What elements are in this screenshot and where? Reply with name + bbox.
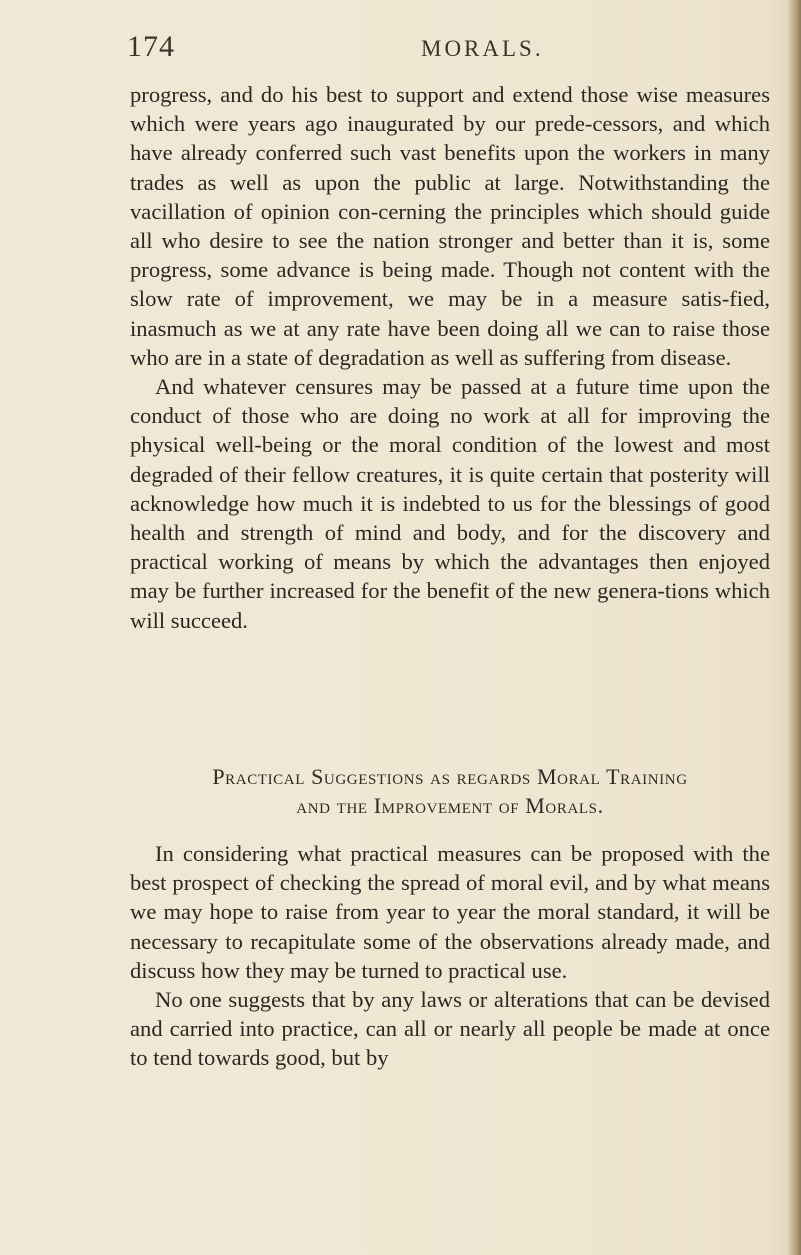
- paragraph-continued: progress, and do his best to support and extend those wise measures which were years ago inaugurated by our prede-cessors, and which have already conferred such vast benefits upon the workers in many trades as well as upon the public at large. Notwithstanding the vacillation of opinion con-cerning the principles which should guide all who desire to see the nation stronger and better than it is, some progress, some advance is being made. Though not content with the slow rate of improvement, we may be in a measure satis-fied, inasmuch as we at any rate have been doing all we can to raise those who are in a state of degradation as well as suffering from disease.: [130, 82, 770, 370]
- page-header: [127, 30, 747, 70]
- body-text-section-1: [130, 80, 770, 635]
- body-text-section-2: [130, 839, 770, 1073]
- section-heading: [130, 762, 770, 820]
- page-edge-shadow: [787, 0, 801, 1255]
- section-heading-line-2: and the Improvement of Morals.: [296, 793, 604, 818]
- page-number: 174: [127, 30, 175, 63]
- paragraph: In considering what practical measures can be proposed with the best prospect of checking the spread of moral evil, and by what means we may hope to raise from year to year the moral standard, it will be necessary to recapitulate some of the observations already made, and discuss how they may be turned to practical use.: [130, 841, 770, 983]
- section-heading-line-1: Practical Suggestions as regards Moral Training: [212, 764, 688, 789]
- paragraph: And whatever censures may be passed at a future time upon the conduct of those who are doing no work at all for improving the physical well-being or the moral condition of the lowest and most degraded of their fellow creatures, it is quite certain that posterity will acknowledge how much it is indebted to us for the blessings of good health and strength of mind and body, and for the discovery and practical working of means by which the advantages then enjoyed may be further increased for the benefit of the new genera-tions which will succeed.: [130, 374, 770, 633]
- running-head: MORALS.: [421, 36, 544, 61]
- paragraph: No one suggests that by any laws or alterations that can be devised and carried into practice, can all or nearly all people be made at once to tend towards good, but by: [130, 987, 770, 1071]
